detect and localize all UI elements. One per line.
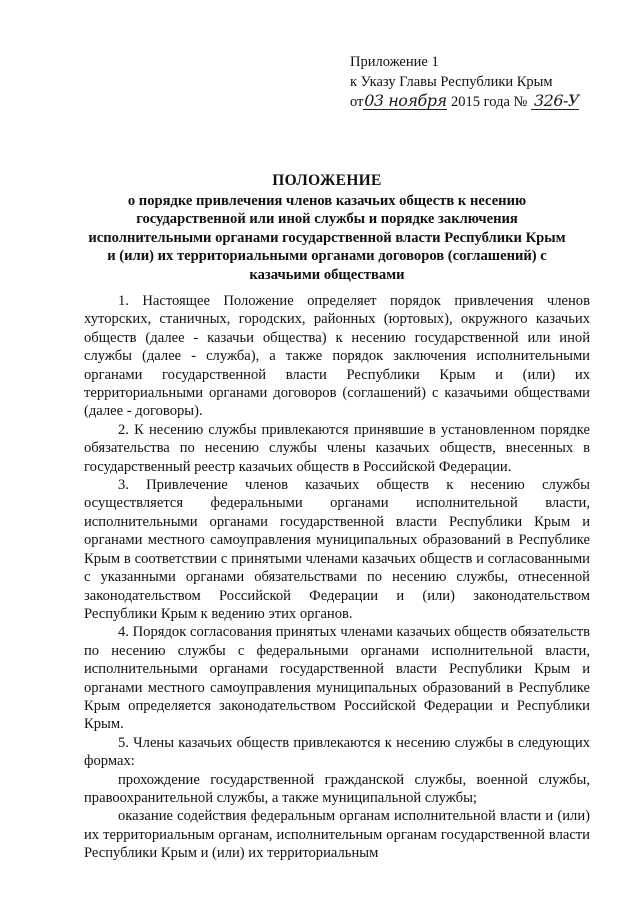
handwritten-date: 03 ноября <box>364 91 447 110</box>
paragraph-3: 3. Привлечение членов казачьих обществ к несению службы осуществляется федеральными органами исполнительной власти, исполнительными органами государственной власти Республики Крым и органами местного самоуправления муниципальных образований в Республике Крым в соответствии с принятыми членами казачьих обществ и согласованными с указанными органами обязательствами по несению службы, отнесенной законодательством Российской Федерации и (или) законодательством Республики Крым к ведению этих органов. <box>84 477 590 622</box>
appendix-line-2: к Указу Главы Республики Крым <box>350 74 553 90</box>
document-subtitle: о порядке привлечения членов казачьих обществ к несению государственной или иной службы и порядке заключения исполнительными органами государственной власти Республики Крым и (или) их территориальными органами договоров (соглашений) с казачьими обществами <box>88 192 566 283</box>
appendix-line-1: Приложение 1 <box>350 54 439 70</box>
paragraph-2: 2. К несению службы привлекаются принявшие в установленном порядке обязательства по несению службы члены казачьих обществ, внесенных в государственный реестр казачьих обществ в Российской Федерации. <box>84 421 590 475</box>
document-title: ПОЛОЖЕНИЕ <box>272 172 382 189</box>
appendix-header <box>350 52 579 112</box>
paragraph-4: 4. Порядок согласования принятых членами казачьих обществ обязательств по несению службы с федеральными органами исполнительной власти, исполнительными органами государственной власти Республики Крым и органами местного самоуправления муниципальных образований в Республике Крым определяется законодательством Российской Федерации и Республики Крым. <box>84 624 590 733</box>
appendix-line-3 <box>350 92 579 112</box>
handwritten-number: 326-У <box>531 93 579 110</box>
paragraph-1: 1. Настоящее Положение определяет порядок привлечения членов хуторских, станичных, городских, районных (юртовых), окружного казачьих обществ (далее - казачьи общества) к несению государственной или иной службы (далее - служба), а также порядок заключения исполнительными органами государственной власти Республики Крым и (или) их территориальными органами договоров (соглашений) с казачьими обществами (далее - договоры). <box>84 293 590 420</box>
document-title-block <box>84 172 570 285</box>
paragraph-5-form-1: прохождение государственной гражданской службы, военной службы, правоохранительной службы, а также муниципальной службы; <box>84 771 590 806</box>
date-prefix: от <box>350 94 364 110</box>
year-and-number-label: 2015 года № <box>451 94 528 110</box>
paragraph-5-form-2: оказание содействия федеральным органам исполнительной власти и (или) их территориальным органам, исполнительным органам государственной власти Республики Крым и (или) их территориальным <box>84 808 590 862</box>
paragraph-5: 5. Члены казачьих обществ привлекаются к несению службы в следующих формах: <box>84 734 590 770</box>
document-body <box>84 292 590 863</box>
